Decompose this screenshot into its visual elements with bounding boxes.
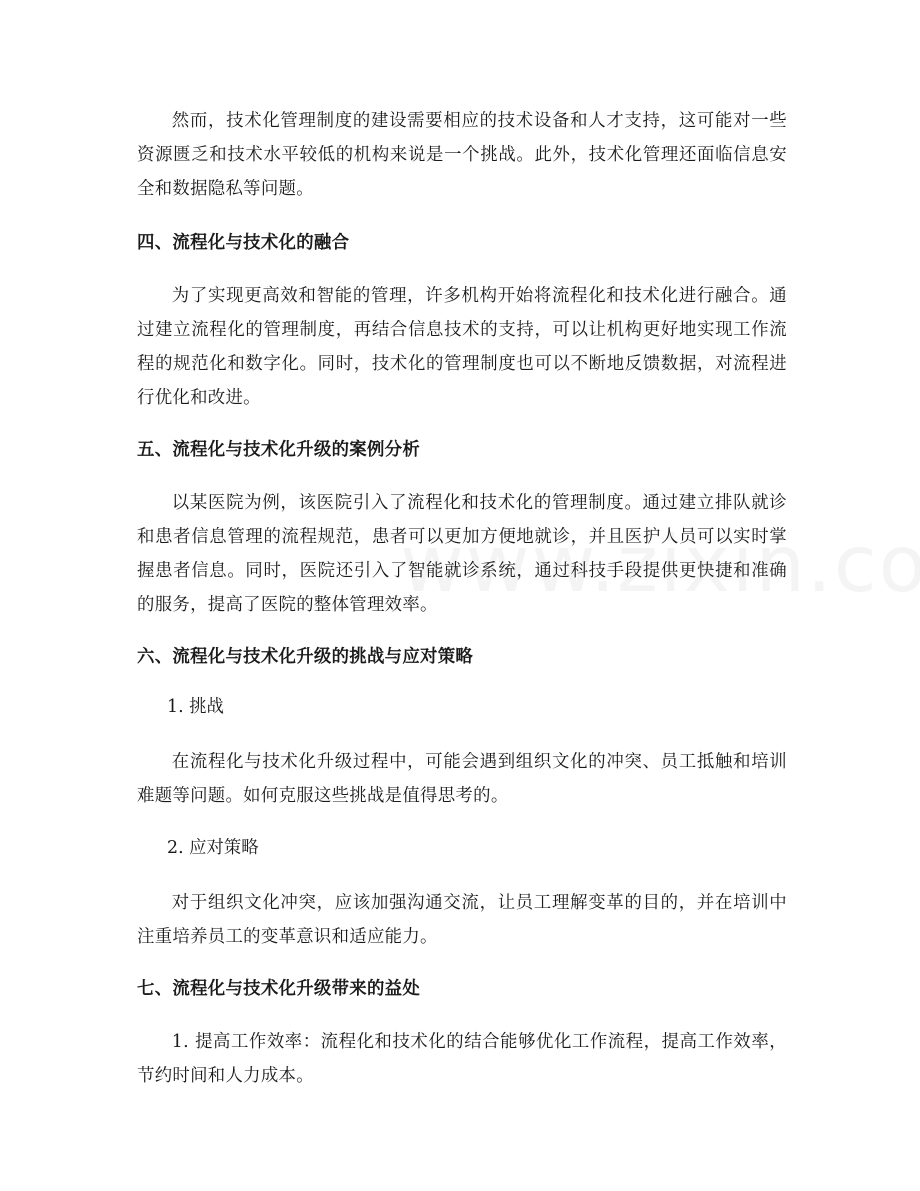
- section-heading-6: 六、流程化与技术化升级的挑战与应对策略: [137, 647, 474, 667]
- subheading-challenges: 1. 挑战: [167, 697, 224, 717]
- section-heading-7: 七、流程化与技术化升级带来的益处: [137, 979, 421, 999]
- section-heading-5: 五、流程化与技术化升级的案例分析: [137, 440, 421, 460]
- paragraph-challenges: 在流程化与技术化升级过程中，可能会遇到组织文化的冲突、员工抵触和培训难题等问题。如何克服这些挑战是值得思考的。: [137, 752, 787, 806]
- document-page: [137, 100, 787, 1093]
- subheading-strategies: 2. 应对策略: [167, 838, 259, 858]
- paragraph-tech-challenges: 然而，技术化管理制度的建设需要相应的技术设备和人才支持，这可能对一些资源匮乏和技术水平较低的机构来说是一个挑战。此外，技术化管理还面临信息安全和数据隐私等问题。: [137, 111, 787, 199]
- section-heading-4: 四、流程化与技术化的融合: [137, 233, 350, 253]
- paragraph-strategies: 对于组织文化冲突，应该加强沟通交流，让员工理解变革的目的，并在培训中注重培养员工的变革意识和适应能力。: [137, 893, 787, 947]
- paragraph-case-study: 以某医院为例，该医院引入了流程化和技术化的管理制度。通过建立排队就诊和患者信息管理的流程规范，患者可以更加方便地就诊，并且医护人员可以实时掌握患者信息。同时，医院还引入了智能就诊系统，通过科技手段提供更快捷和准确的服务，提高了医院的整体管理效率。: [137, 493, 787, 615]
- paragraph-benefits: 1. 提高工作效率：流程化和技术化的结合能够优化工作流程，提高工作效率，节约时间和人力成本。: [137, 1032, 787, 1086]
- paragraph-integration: 为了实现更高效和智能的管理，许多机构开始将流程化和技术化进行融合。通过建立流程化的管理制度，再结合信息技术的支持，可以让机构更好地实现工作流程的规范化和数字化。同时，技术化的管理制度也可以不断地反馈数据，对流程进行优化和改进。: [137, 286, 787, 408]
